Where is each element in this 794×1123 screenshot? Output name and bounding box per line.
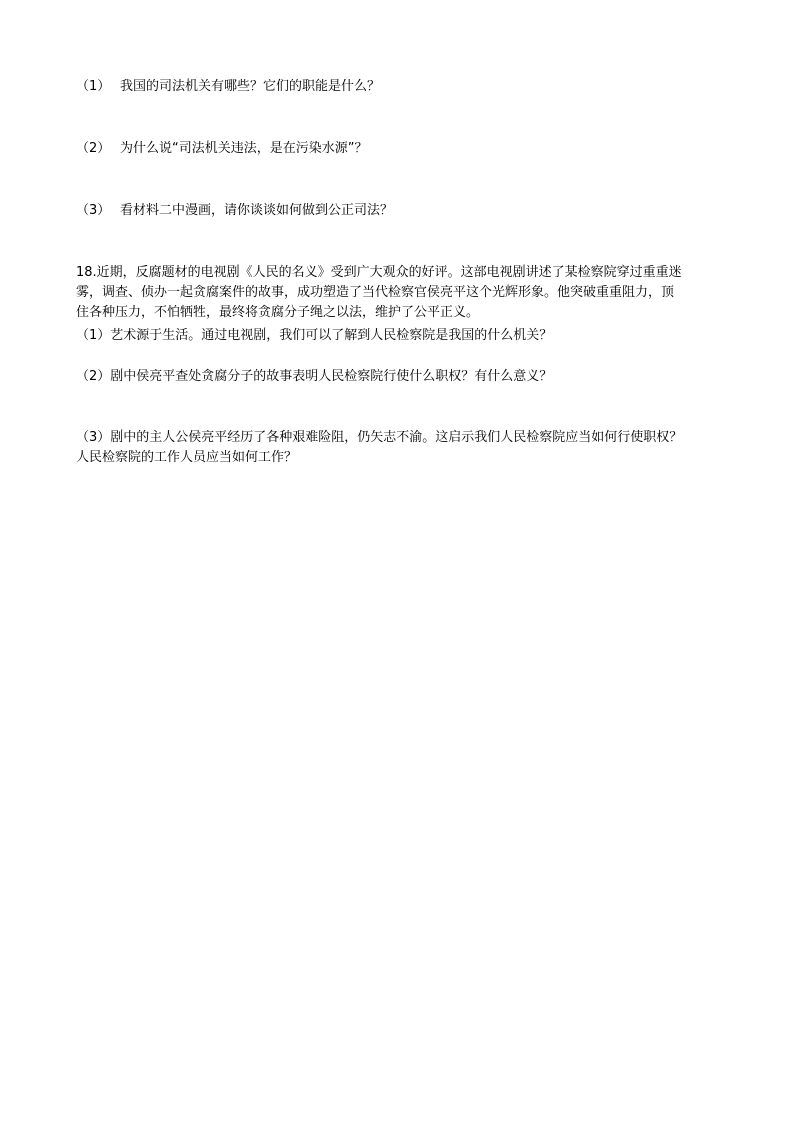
sub-3-line-1: （3）剧中的主人公侯亮平经历了各种艰难险阻，仍矢志不渝。这启示我们人民检察院应当如何行使职权？	[76, 430, 683, 445]
question-1	[76, 76, 380, 98]
question-2	[76, 138, 367, 160]
material-line-1: 18.近期，反腐题材的电视剧《人民的名义》受到广大观众的好评。这部电视剧讲述了某检察院穿过重重迷	[76, 265, 682, 280]
question-2-text: 为什么说“司法机关违法，是在污染水源”？	[120, 141, 368, 156]
question-1-text: 我国的司法机关有哪些？它们的职能是什么？	[120, 79, 381, 94]
question-18-sub-3	[76, 428, 736, 468]
material-line-3: 住各种压力，不怕牺牲，最终将贪腐分子绳之以法，维护了公平正义。	[76, 305, 480, 320]
question-18-sub-1: （1）艺术源于生活。通过电视剧，我们可以了解到人民检察院是我国的什么机关？	[76, 328, 553, 343]
question-18-sub-2: （2）剧中侯亮平查处贪腐分子的故事表明人民检察院行使什么职权？有什么意义？	[76, 369, 553, 384]
question-3-text: 看材料二中漫画，请你谈谈如何做到公正司法？	[120, 203, 394, 218]
question-1-number: （1）	[76, 79, 111, 94]
material-line-2: 雾，调查、侦办一起贪腐案件的故事，成功塑造了当代检察官侯亮平这个光辉形象。他突破重重阻力，顶	[76, 285, 675, 300]
sub-3-line-2: 人民检察院的工作人员应当如何工作？	[76, 450, 298, 465]
question-2-number: （2）	[76, 141, 111, 156]
question-3-number: （3）	[76, 203, 111, 218]
question-18-material	[76, 263, 736, 323]
question-3	[76, 200, 393, 222]
